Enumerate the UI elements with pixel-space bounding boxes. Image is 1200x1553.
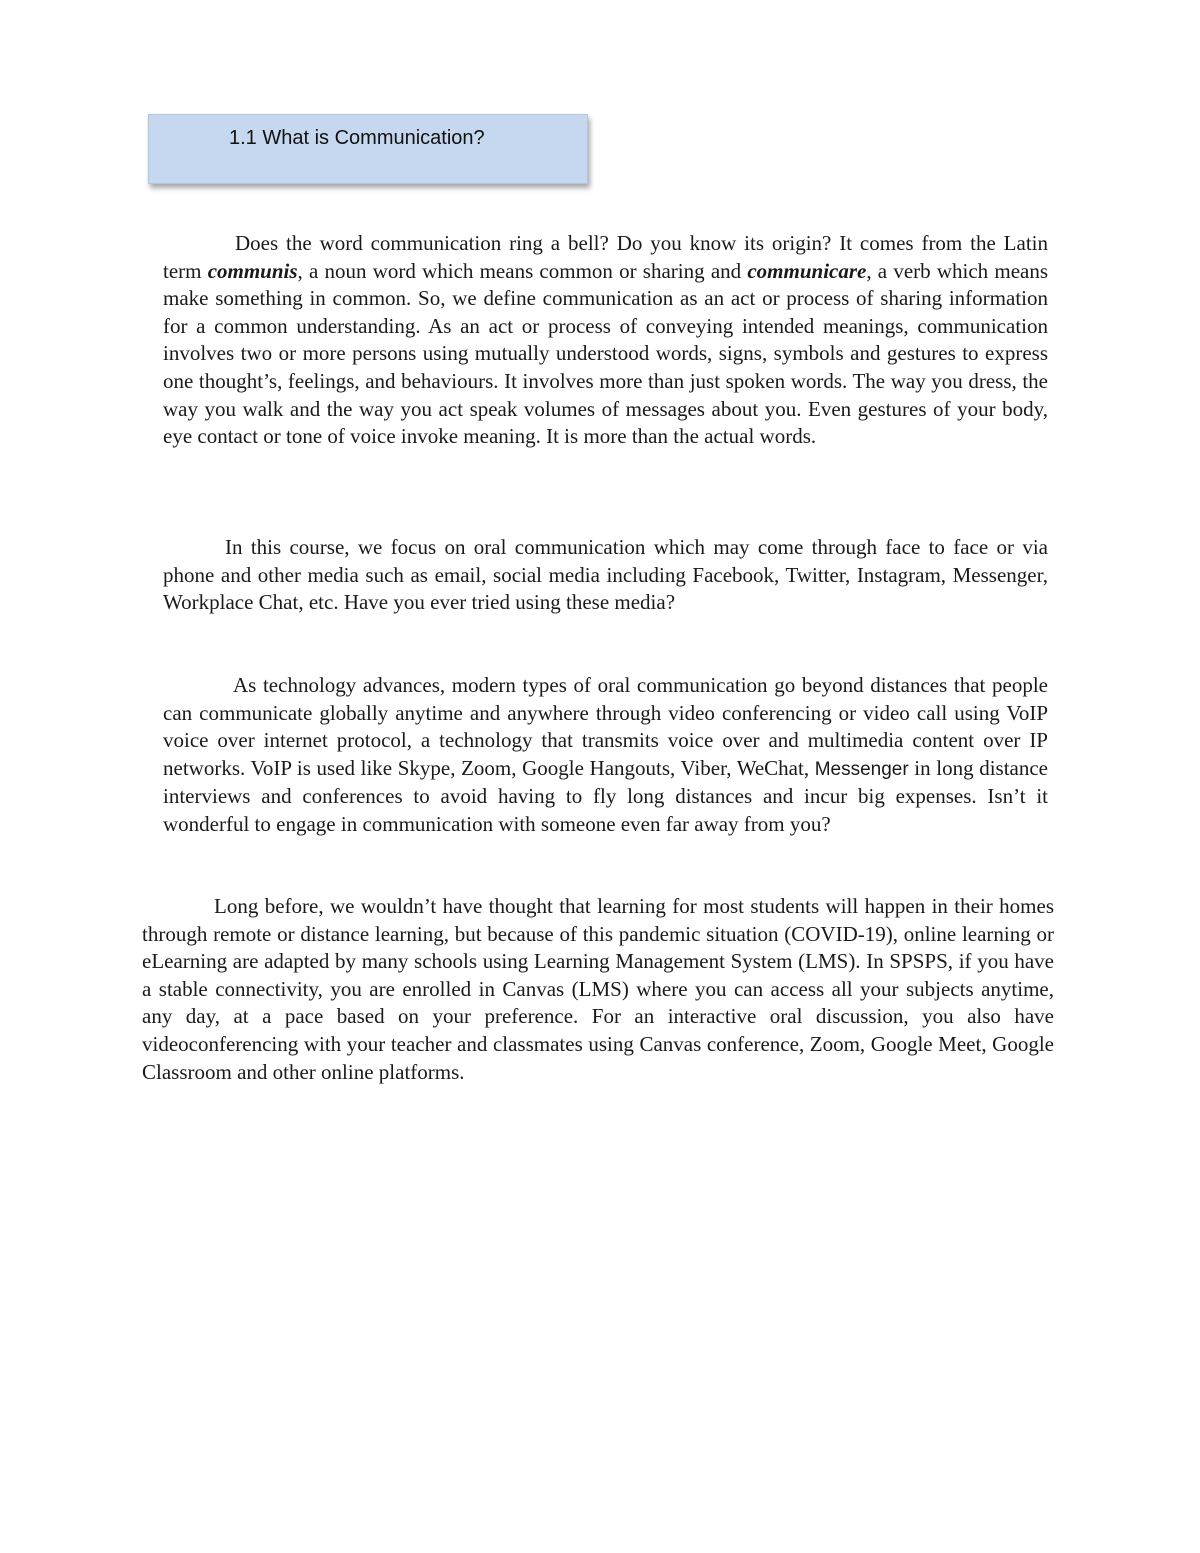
paragraph-1-text-c: , a verb which means make something in common. So, we define communication as an act or process of sharing information for a common understanding. As an act or process of conveying intended meanings, communication involves two or more persons using mutually understood words, signs, symbols and gestures to express one thought’s, feelings, and behaviours. It involves more than just spoken words. The way you dress, the way you walk and the way you act speak volumes of messages about you. Even gestures of your body, eye contact or tone of voice invoke meaning. It is more than the actual words. [163,258,1049,449]
paragraph-2-text: In this course, we focus on oral communication which may come through face to face or via phone and other media such as email, social media including Facebook, Twitter, Instagram, Messenger, Workplace Chat, etc. Have you ever tried using these media? [163,535,1048,615]
term-messenger: Messenger [814,758,909,780]
paragraph-1-text-b: , a noun word which means common or sharing and [297,258,748,283]
paragraph-4-text: Long before, we wouldn’t have thought that learning for most students will happen in their homes through remote or distance learning, but because of this pandemic situation (COVID-19), online learning or eLearning are adapted by many schools using Learning Management System (LMS). In SPSPS, if you have a stable connectivity, you are enrolled in Canvas (LMS) where you can access all your subjects anytime, any day, at a pace based on your preference. For an interactive oral discussion, you also have videoconferencing with your teacher and classmates using Canvas conference, Zoom, Google Meet, Google Classroom and other online platforms. [142,894,1054,1084]
term-communis: communis [207,258,298,283]
section-heading-title: 1.1 What is Communication? [229,127,485,149]
paragraph-3-text-a: As technology advances, modern types of oral communication go beyond distances that people can communicate globally anytime and anywhere through video conferencing or video call using VoIP voice over internet protocol, a technology that transmits voice over and multimedia content over IP networks. VoIP is used like Skype, Zoom, Google Hangouts, Viber, WeChat, [163,673,1048,780]
paragraph-online-learning [142,893,1054,1086]
paragraph-technology-voip [163,672,1048,839]
section-heading-box [148,114,588,184]
term-communicare: communicare [747,258,867,283]
paragraph-3-text-b: in long distance interviews and conferences to avoid having to fly long distances and incur big expenses. Isn’t it wonderful to engage in communication with someone even far away from you? [163,755,1049,836]
paragraph-communication-definition [163,230,1048,451]
paragraph-oral-communication [163,534,1048,617]
paragraph-1-text-a: Does the word communication ring a bell? Do you know its origin? It comes from the Latin term [163,231,1048,283]
